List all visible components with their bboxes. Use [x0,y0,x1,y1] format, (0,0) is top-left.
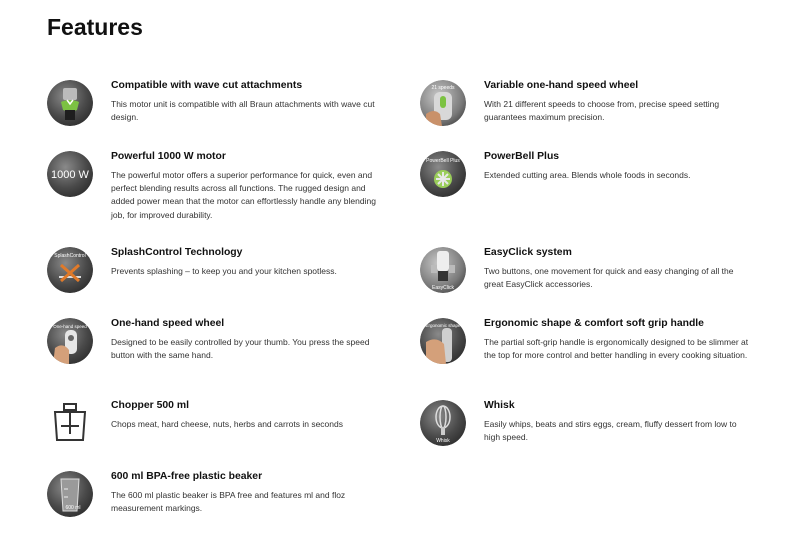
easyclick-icon-label: EasyClick [432,285,454,291]
beaker-icon-label: 600 ml [65,505,81,511]
one-hand-icon-label: One-hand speed [53,324,87,329]
feature-description: Designed to be easily controlled by your thumb. You press the speed button with the same hand. [111,337,370,361]
feature-description: Extended cutting area. Blends whole foods in seconds. [484,170,691,180]
page-title: Features [47,14,143,40]
feature-title: 600 ml BPA-free plastic beaker [111,471,263,482]
feature-description: Two buttons, one movement for quick and easy changing of all the great EasyClick accessories. [484,266,734,290]
ergonomic-icon-label: Ergonomic shape [425,323,461,328]
whisk-icon [420,400,466,446]
powerbell-plus-icon [420,151,466,197]
feature-title: Variable one-hand speed wheel [484,80,639,91]
ergonomic-shape-icon [420,318,466,364]
chopper-icon [47,400,93,446]
feature-title: EasyClick system [484,247,572,258]
feature-title: PowerBell Plus [484,151,560,162]
feature-description: The partial soft-grip handle is ergonomically designed to be slimmer at the top for more control and better handling in every cooking situation. [484,337,749,361]
feature-description: Easily whips, beats and stirs eggs, cream, fluffy dessert from low to high speed. [484,419,737,443]
easyclick-icon [420,247,466,293]
powerbell-icon-label: PowerBell Plus [426,158,460,164]
feature-title: One-hand speed wheel [111,318,225,329]
feature-title: Ergonomic shape & comfort soft grip handle [484,318,704,329]
feature-title: Chopper 500 ml [111,400,189,411]
one-hand-speed-icon [47,318,93,364]
feature-title: Whisk [484,400,515,411]
feature-description: Prevents splashing – to keep you and your kitchen spotless. [111,266,337,276]
wave-cut-attachment-icon [47,80,93,126]
feature-description: With 21 different speeds to choose from, precise speed setting guarantees maximum precision. [484,99,720,123]
feature-description: This motor unit is compatible with all Braun attachments with wave cut design. [111,99,375,123]
feature-description: The powerful motor offers a superior performance for quick, even and perfect blending results across all functions. The rugged design and added power mean that the motor can effortlessly handle any blending job, for improved durability. [111,170,376,220]
whisk-icon-label: Whisk [436,438,450,444]
feature-title: Compatible with wave cut attachments [111,80,303,91]
beaker-icon [47,471,93,517]
feature-title: SplashControl Technology [111,247,243,258]
power-icon-label: 1000 W [51,169,89,181]
feature-description: Chops meat, hard cheese, nuts, herbs and carrots in seconds [111,419,343,429]
speed-wheel-21-icon [420,80,466,126]
feature-title: Powerful 1000 W motor [111,151,226,162]
speed-icon-label: 21 speeds [431,85,455,91]
feature-description: The 600 ml plastic beaker is BPA free and features ml and floz measurement markings. [111,490,346,514]
splashcontrol-icon [47,247,93,293]
power-1000w-icon [47,151,93,197]
splash-icon-label: SplashControl [54,253,86,259]
